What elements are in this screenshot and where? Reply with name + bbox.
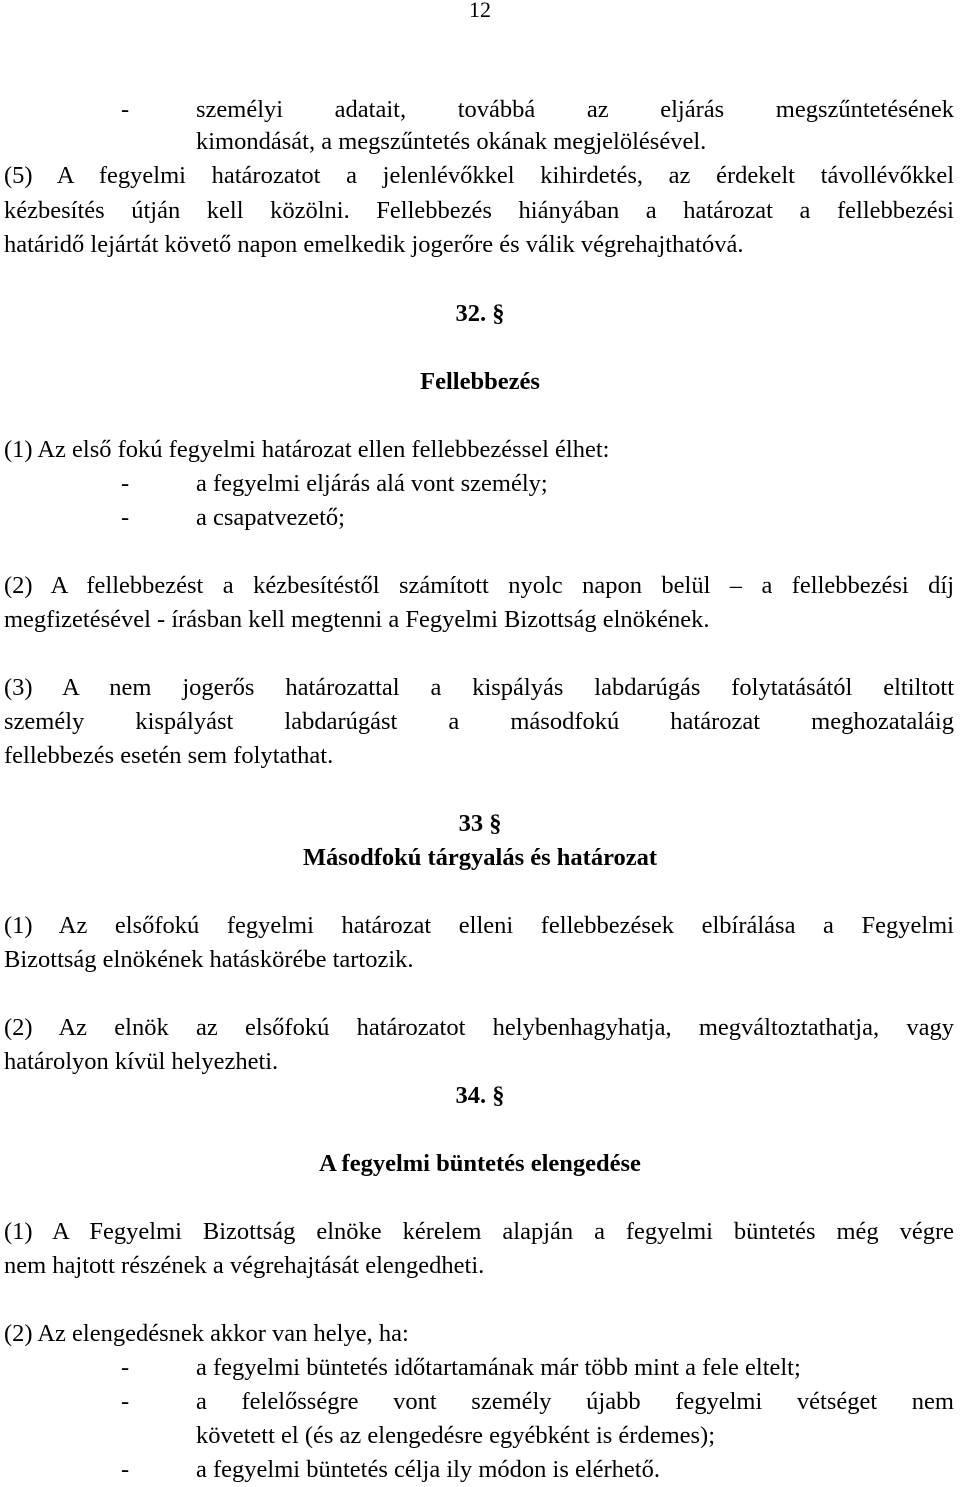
paragraph-line: (1) Az első fokú fegyelmi határozat ellen fellebbezéssel élhet:	[4, 436, 610, 463]
section-number: 33 §	[458, 810, 502, 837]
list-dash: -	[121, 1354, 130, 1381]
paragraph-line: (1) Az elsőfokú fegyelmi határozat elleni fellebbezések elbírálása a Fegyelmi	[4, 912, 954, 939]
list-item-text: a felelősségre vont személy újabb fegyelmi vétséget nem	[196, 1388, 954, 1415]
paragraph-line: (3) A nem jogerős határozattal a kispályás labdarúgás folytatásától eltiltott	[4, 674, 954, 701]
section-title: A fegyelmi büntetés elengedése	[319, 1150, 641, 1177]
section-number: 32. §	[455, 300, 505, 327]
paragraph-line: határolyon kívül helyezheti.	[4, 1048, 279, 1075]
list-dash: -	[121, 1388, 130, 1415]
list-item-text: a fegyelmi büntetés időtartamának már több mint a fele eltelt;	[196, 1354, 801, 1381]
paragraph-line: (2) Az elengedésnek akkor van helye, ha:	[4, 1320, 409, 1347]
list-dash: -	[121, 470, 130, 497]
paragraph-line: kézbesítés útján kell közölni. Fellebbezés hiányában a határozat a fellebbezési	[4, 197, 954, 224]
list-item-text: a csapatvezető;	[196, 504, 345, 531]
list-item-text: a fegyelmi eljárás alá vont személy;	[196, 470, 548, 497]
list-item-text: a fegyelmi büntetés célja ily módon is elérhető.	[196, 1456, 660, 1483]
section-number: 34. §	[455, 1082, 505, 1109]
page-number: 12	[469, 0, 491, 22]
paragraph-line: (2) A fellebbezést a kézbesítéstől számított nyolc napon belül – a fellebbezési díj	[4, 572, 954, 599]
paragraph-line: (1) A Fegyelmi Bizottság elnöke kérelem alapján a fegyelmi büntetés még végre	[4, 1218, 954, 1245]
section-title: Fellebbezés	[420, 368, 540, 395]
paragraph-line: fellebbezés esetén sem folytathat.	[4, 742, 334, 769]
paragraph-line: Bizottság elnökének hatáskörébe tartozik.	[4, 946, 414, 973]
list-dash: -	[121, 1456, 130, 1483]
paragraph-line: határidő lejártát követő napon emelkedik jogerőre és válik végrehajthatóvá.	[4, 231, 744, 258]
paragraph-line: megfizetésével - írásban kell megtenni a Fegyelmi Bizottság elnökének.	[4, 606, 710, 633]
paragraph-line: (5) A fegyelmi határozatot a jelenlévőkkel kihirdetés, az érdekelt távollévőkkel	[4, 162, 954, 189]
paragraph-line: (2) Az elnök az elsőfokú határozatot helybenhagyhatja, megváltoztathatja, vagy	[4, 1014, 954, 1041]
paragraph-line: nem hajtott részének a végrehajtását elengedheti.	[4, 1252, 485, 1279]
section-title: Másodfokú tárgyalás és határozat	[302, 844, 658, 871]
list-item-text: kimondását, a megszűntetés okának megjelölésével.	[196, 128, 707, 155]
paragraph-line: személy kispályást labdarúgást a másodfokú határozat meghozataláig	[4, 708, 954, 735]
list-dash: -	[121, 96, 130, 123]
list-dash: -	[121, 504, 130, 531]
list-item-text: követett el (és az elengedésre egyébként is érdemes);	[196, 1422, 716, 1449]
list-item-text: személyi adatait, továbbá az eljárás megszűntetésének	[196, 96, 954, 123]
